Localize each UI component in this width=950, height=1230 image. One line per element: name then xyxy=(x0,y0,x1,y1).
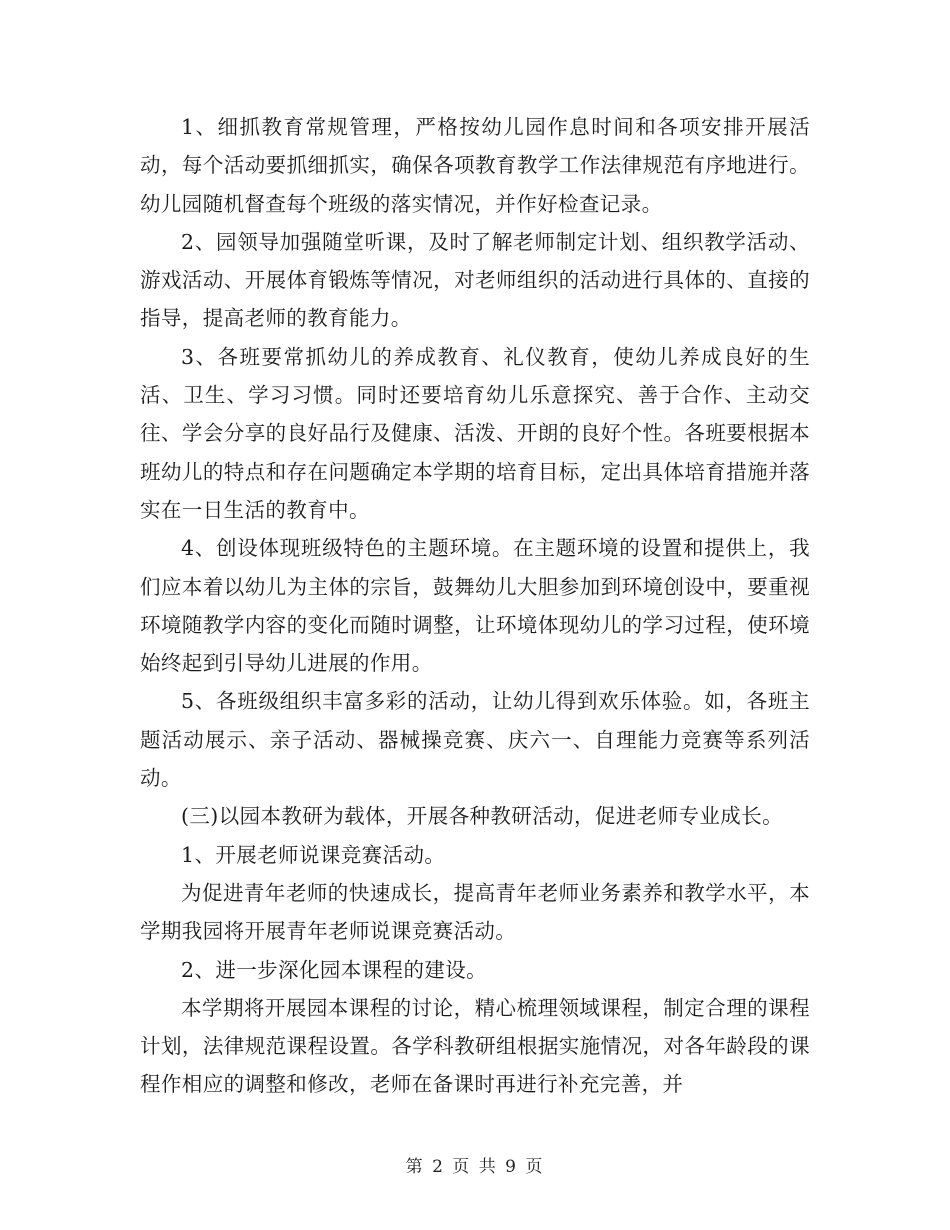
paragraph-6: 为促进青年老师的快速成长，提高青年老师业务素养和教学水平，本学期我园将开展青年老师说课竞赛活动。 xyxy=(140,880,810,944)
paragraph-4: 4、创设体现班级特色的主题环境。在主题环境的设置和提供上，我们应本着以幼儿为主体的宗旨，鼓舞幼儿大胆参加到环境创设中，要重视环境随教学内容的变化而随时调整，让环境体现幼儿的学习过程，使环境始终起到引导幼儿进展的作用。 xyxy=(140,536,810,676)
subheading-1: 1、开展老师说课竞赛活动。 xyxy=(181,842,446,867)
document-body xyxy=(140,108,810,1104)
subheading-2: 2、进一步深化园本课程的建设。 xyxy=(181,957,488,982)
paragraph-7: 本学期将开展园本课程的讨论，精心梳理领域课程，制定合理的课程计划，法律规范课程设置。各学科教研组根据实施情况，对各年龄段的课程作相应的调整和修改，老师在备课时再进行补充完善，并 xyxy=(140,995,810,1097)
section-heading: (三)以园本教研为载体，开展各种教研活动，促进老师专业成长。 xyxy=(181,804,783,829)
paragraph-1: 1、细抓教育常规管理，严格按幼儿园作息时间和各项安排开展活动，每个活动要抓细抓实，确保各项教育教学工作法律规范有序地进行。幼儿园随机督查每个班级的落实情况，并作好检查记录。 xyxy=(140,115,810,216)
paragraph-5: 5、各班级组织丰富多彩的活动，让幼儿得到欢乐体验。如，各班主题活动展示、亲子活动、器械操竞赛、庆六一、自理能力竞赛等系列活动。 xyxy=(140,689,810,791)
paragraph-3: 3、各班要常抓幼儿的养成教育、礼仪教育，使幼儿养成良好的生活、卫生、学习习惯。同时还要培育幼儿乐意探究、善于合作、主动交往、学会分享的良好品行及健康、活泼、开朗的良好个性。各班要根据本班幼儿的特点和存在问题确定本学期的培育目标，定出具体培育措施并落实在一日生活的教育中。 xyxy=(140,344,810,522)
paragraph-2: 2、园领导加强随堂听课，及时了解老师制定计划、组织教学活动、游戏活动、开展体育锻炼等情况，对老师组织的活动进行具体的、直接的指导，提高老师的教育能力。 xyxy=(140,229,810,331)
page-number-footer: 第 2 页 共 9 页 xyxy=(405,1157,545,1177)
